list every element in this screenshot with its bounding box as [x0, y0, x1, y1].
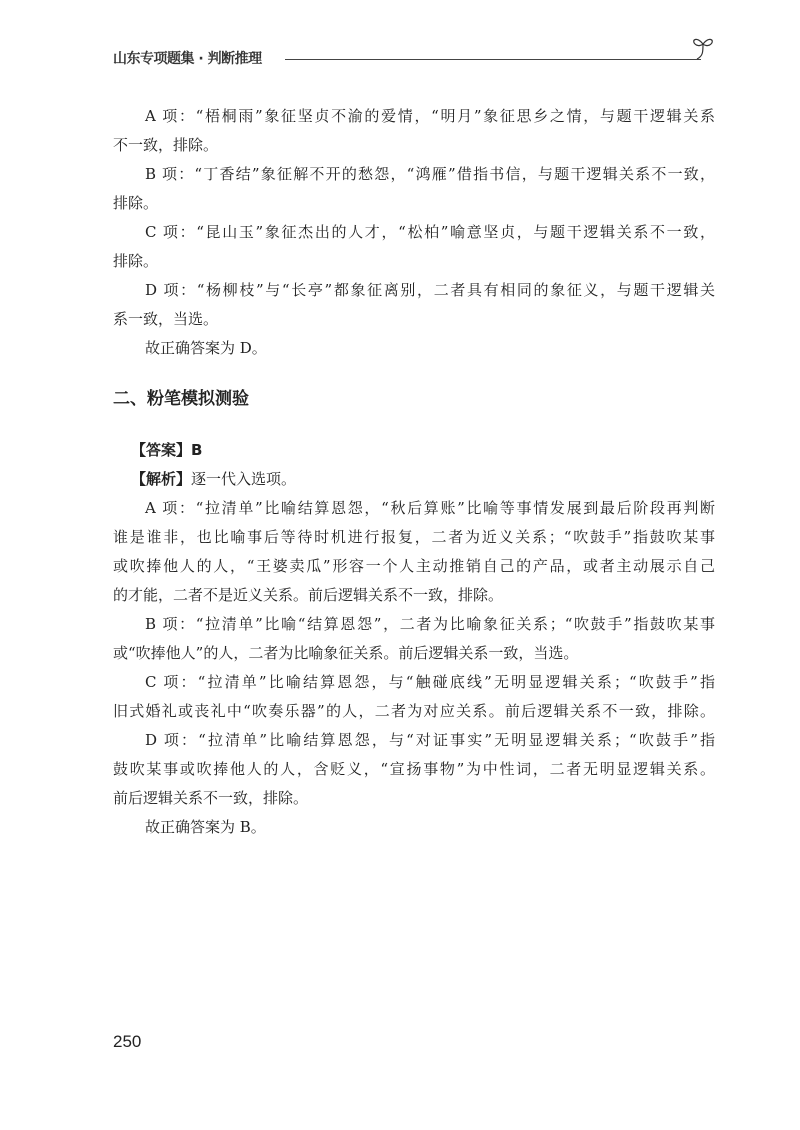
- text-line: 排除。: [113, 194, 159, 212]
- text-line: 旧式婚礼或丧礼中“吹奏乐器”的人，二者为对应关系。前后逻辑关系不一致，排除。: [113, 702, 715, 720]
- analysis-label: 【解析】: [131, 470, 192, 488]
- text-line: C 项：“拉清单”比喻结算恩怨，与“触碰底线”无明显逻辑关系；“吹鼓手”指: [145, 673, 715, 691]
- text-line: 系一致，当选。: [113, 310, 219, 328]
- page-number: 250: [113, 1032, 142, 1051]
- text-line: B 项：“丁香结”象征解不开的愁怨，“鸿雁”借指书信，与题干逻辑关系不一致，: [145, 165, 715, 183]
- text-line: 鼓吹某事或吹捧他人的人，含贬义，“宣扬事物”为中性词，二者无明显逻辑关系。: [113, 760, 715, 778]
- part1-explanation: [113, 102, 715, 363]
- text-line: A 项：“拉清单”比喻结算恩怨，“秋后算账”比喻等事情发展到最后阶段再判断: [145, 499, 715, 517]
- section-title: 二、粉笔模拟测验: [113, 389, 249, 409]
- text-line: 或“吹捧他人”的人，二者为比喻象征关系。前后逻辑关系一致，当选。: [113, 644, 579, 662]
- running-header: [113, 46, 715, 72]
- header-rule: [285, 59, 701, 60]
- analysis-text: 逐一代入选项。: [191, 470, 297, 488]
- text-line: 谁是谁非，也比喻事后等待时机进行报复，二者为近义关系；“吹鼓手”指鼓吹某事: [113, 528, 715, 546]
- text-line: C 项：“昆山玉”象征杰出的人才，“松柏”喻意坚贞，与题干逻辑关系不一致，: [145, 223, 715, 241]
- text-line: 的才能，二者不是近义关系。前后逻辑关系不一致，排除。: [113, 586, 504, 604]
- analysis-line: [113, 465, 715, 494]
- conclusion-line: 故正确答案为 D。: [145, 339, 267, 357]
- text-line: D 项：“杨柳枝”与“长亭”都象征离别，二者具有相同的象征义，与题干逻辑关: [145, 281, 715, 299]
- header-title: 山东专项题集 · 判断推理: [113, 51, 262, 67]
- part2-explanation: [113, 436, 715, 842]
- answer-value: B: [191, 441, 203, 459]
- sprout-icon: [691, 34, 715, 64]
- answer-label: 【答案】: [131, 441, 192, 459]
- text-line: 前后逻辑关系不一致，排除。: [113, 789, 309, 807]
- text-line: 不一致，排除。: [113, 136, 219, 154]
- answer-line: [113, 436, 715, 465]
- text-line: B 项：“拉清单”比喻“结算恩怨”，二者为比喻象征关系；“吹鼓手”指鼓吹某事: [145, 615, 715, 633]
- text-line: A 项：“梧桐雨”象征坚贞不渝的爱情，“明月”象征思乡之情，与题干逻辑关系: [145, 107, 715, 125]
- text-line: D 项：“拉清单”比喻结算恩怨，与“对证事实”无明显逻辑关系；“吹鼓手”指: [145, 731, 715, 749]
- conclusion-line: 故正确答案为 B。: [145, 818, 266, 836]
- text-line: 或吹捧他人的人，“王婆卖瓜”形容一个人主动推销自己的产品，或者主动展示自己: [113, 557, 715, 575]
- text-line: 排除。: [113, 252, 159, 270]
